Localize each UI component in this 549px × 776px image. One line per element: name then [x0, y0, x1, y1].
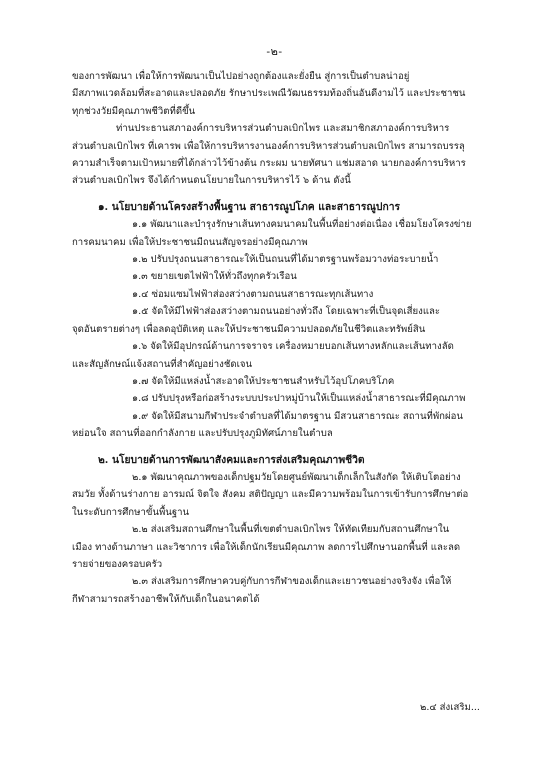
policy-item	[72, 268, 484, 285]
policy-line: จุดอันตรายต่างๆ เพื่อลดอุบัติเหตุ และให้ประชาชนมีความปลอดภัยในชีวิตและทรัพย์สิน	[72, 323, 426, 335]
page-number: -๒-	[266, 45, 283, 58]
policy-line: หย่อนใจ สถานที่ออกกำลังกาย และปรับปรุงภูมิทัศน์ภายในตำบล	[72, 428, 333, 440]
policy-line: สมวัย ทั้งด้านร่างกาย อารมณ์ จิตใจ สังคม สติปัญญา และมีความพร้อมในการเข้ารับการศึกษาต่อ	[72, 489, 469, 501]
continuation-note: ๒.๔ ส่งเสริม...	[420, 702, 480, 713]
address-line: ส่วนตำบลเบิกไพร ที่เคารพ เพื่อให้การบริหารงานองค์การบริหารส่วนตำบลเบิกไพร สามารถบรรลุ	[72, 140, 465, 152]
section1-heading: ๑. นโยบายด้านโครงสร้างพื้นฐาน สาธารณูปโภค และสาธารณูปการ	[98, 200, 401, 213]
policy-item	[72, 390, 484, 407]
policy-line: ๑.๙ จัดให้มีสนามกีฬาประจำตำบลที่ได้มาตรฐาน มีสวนสาธารณะ สถานที่พักผ่อน	[132, 410, 463, 422]
section2-items	[72, 469, 484, 608]
policy-line: ๑.๔ ซ่อมแซมไฟฟ้าส่องสว่างตามถนนสาธารณะทุกเส้นทาง	[132, 288, 374, 300]
policy-line: การคมนาคม เพื่อให้ประชาชนมีถนนสัญจรอย่างมีคุณภาพ	[72, 236, 308, 248]
intro-paragraph	[72, 68, 484, 120]
policy-line: ๑.๘ ปรับปรุงหรือก่อสร้างระบบประปาหมู่บ้านให้เป็นแหล่งน้ำสาธารณะที่มีคุณภาพ	[132, 393, 466, 405]
policy-line: รายจ่ายของครอบครัว	[72, 558, 163, 570]
policy-line: และสัญลักษณ์แจ้งสถานที่สำคัญอย่างชัดเจน	[72, 358, 253, 370]
policy-line: ๒.๓ ส่งเสริมการศึกษาควบคู่กับการกีฬาของเด็กและเยาวชนอย่างจริงจัง เพื่อให้	[132, 576, 452, 588]
policy-line: ๒.๒ ส่งเสริมสถานศึกษาในพื้นที่เขตตำบลเบิกไพร ให้ทัดเทียมกับสถานศึกษาใน	[132, 524, 450, 536]
policy-item	[72, 286, 484, 303]
document-body	[72, 68, 484, 608]
policy-item	[72, 338, 484, 373]
policy-line: ๑.๑ พัฒนาและบำรุงรักษาเส้นทางคมนาคมในพื้นที่อย่างต่อเนื่อง เชื่อมโยงโครงข่าย	[132, 219, 472, 231]
policy-item	[72, 251, 484, 268]
policy-line: ๑.๖ จัดให้มีอุปกรณ์ด้านการจราจร เครื่องหมายบอกเส้นทางหลักและเส้นทางลัด	[132, 341, 454, 353]
address-line: ความสำเร็จตามเป้าหมายที่ได้กล่าวไว้ข้างต้น กระผม นายทัศนา แช่มสอาด นายกองค์การบริหาร	[72, 158, 466, 170]
policy-line: ๑.๓ ขยายเขตไฟฟ้าให้ทั่วถึงทุกครัวเรือน	[132, 271, 297, 283]
policy-line: กีฬาสามารถสร้างอาชีพให้กับเด็กในอนาคตได้	[72, 593, 260, 605]
address-line: ท่านประธานสภาองค์การบริหารส่วนตำบลเบิกไพร และสมาชิกสภาองค์การบริหาร	[116, 123, 450, 135]
section1-items	[72, 216, 484, 442]
policy-line: เมือง ทางด้านภาษา และวิชาการ เพื่อให้เด็กนักเรียนมีคุณภาพ ลดการไปศึกษานอกพื้นที่ และลด	[72, 541, 461, 553]
policy-line: ๒.๑ พัฒนาคุณภาพของเด็กปฐมวัยโดยศูนย์พัฒนาเด็กเล็กในสังกัด ให้เติบโตอย่าง	[132, 471, 461, 483]
intro-line: ทุกช่วงวัยมีคุณภาพชีวิตที่ดีขึ้น	[72, 105, 196, 117]
policy-item	[72, 216, 484, 251]
intro-line: ของการพัฒนา เพื่อให้การพัฒนาเป็นไปอย่างถูกต้องและยั่งยืน สู่การเป็นตำบลน่าอยู่	[72, 71, 410, 82]
intro-line: มีสภาพแวดล้อมที่สะอาดและปลอดภัย รักษาประเพณีวัฒนธรรมท้องถิ่นอันดีงามไว้ และประชาชน	[72, 88, 466, 100]
address-line: ส่วนตำบลเบิกไพร จึงได้กำหนดนโยบายในการบริหารไว้ ๖ ด้าน ดังนี้	[72, 175, 351, 187]
policy-item	[72, 408, 484, 443]
policy-item	[72, 303, 484, 338]
policy-item	[72, 373, 484, 390]
policy-item	[72, 573, 484, 608]
policy-item	[72, 521, 484, 573]
policy-line: ๑.๕ จัดให้มีไฟฟ้าส่องสว่างตามถนนอย่างทั่วถึง โดยเฉพาะที่เป็นจุดเสี่ยงและ	[132, 306, 441, 318]
policy-line: ๑.๒ ปรับปรุงถนนสาธารณะให้เป็นถนนที่ได้มาตรฐานพร้อมวางท่อระบายน้ำ	[132, 254, 439, 266]
address-paragraph	[72, 120, 484, 190]
policy-item	[72, 469, 484, 521]
policy-line: ในระดับการศึกษาขั้นพื้นฐาน	[72, 506, 190, 518]
section2-heading: ๒. นโยบายด้านการพัฒนาสังคมและการส่งเสริมคุณภาพชีวิต	[98, 453, 365, 466]
policy-line: ๑.๗ จัดให้มีแหล่งน้ำสะอาดให้ประชาชนสำหรับไว้อุปโภคบริโภค	[132, 375, 395, 387]
